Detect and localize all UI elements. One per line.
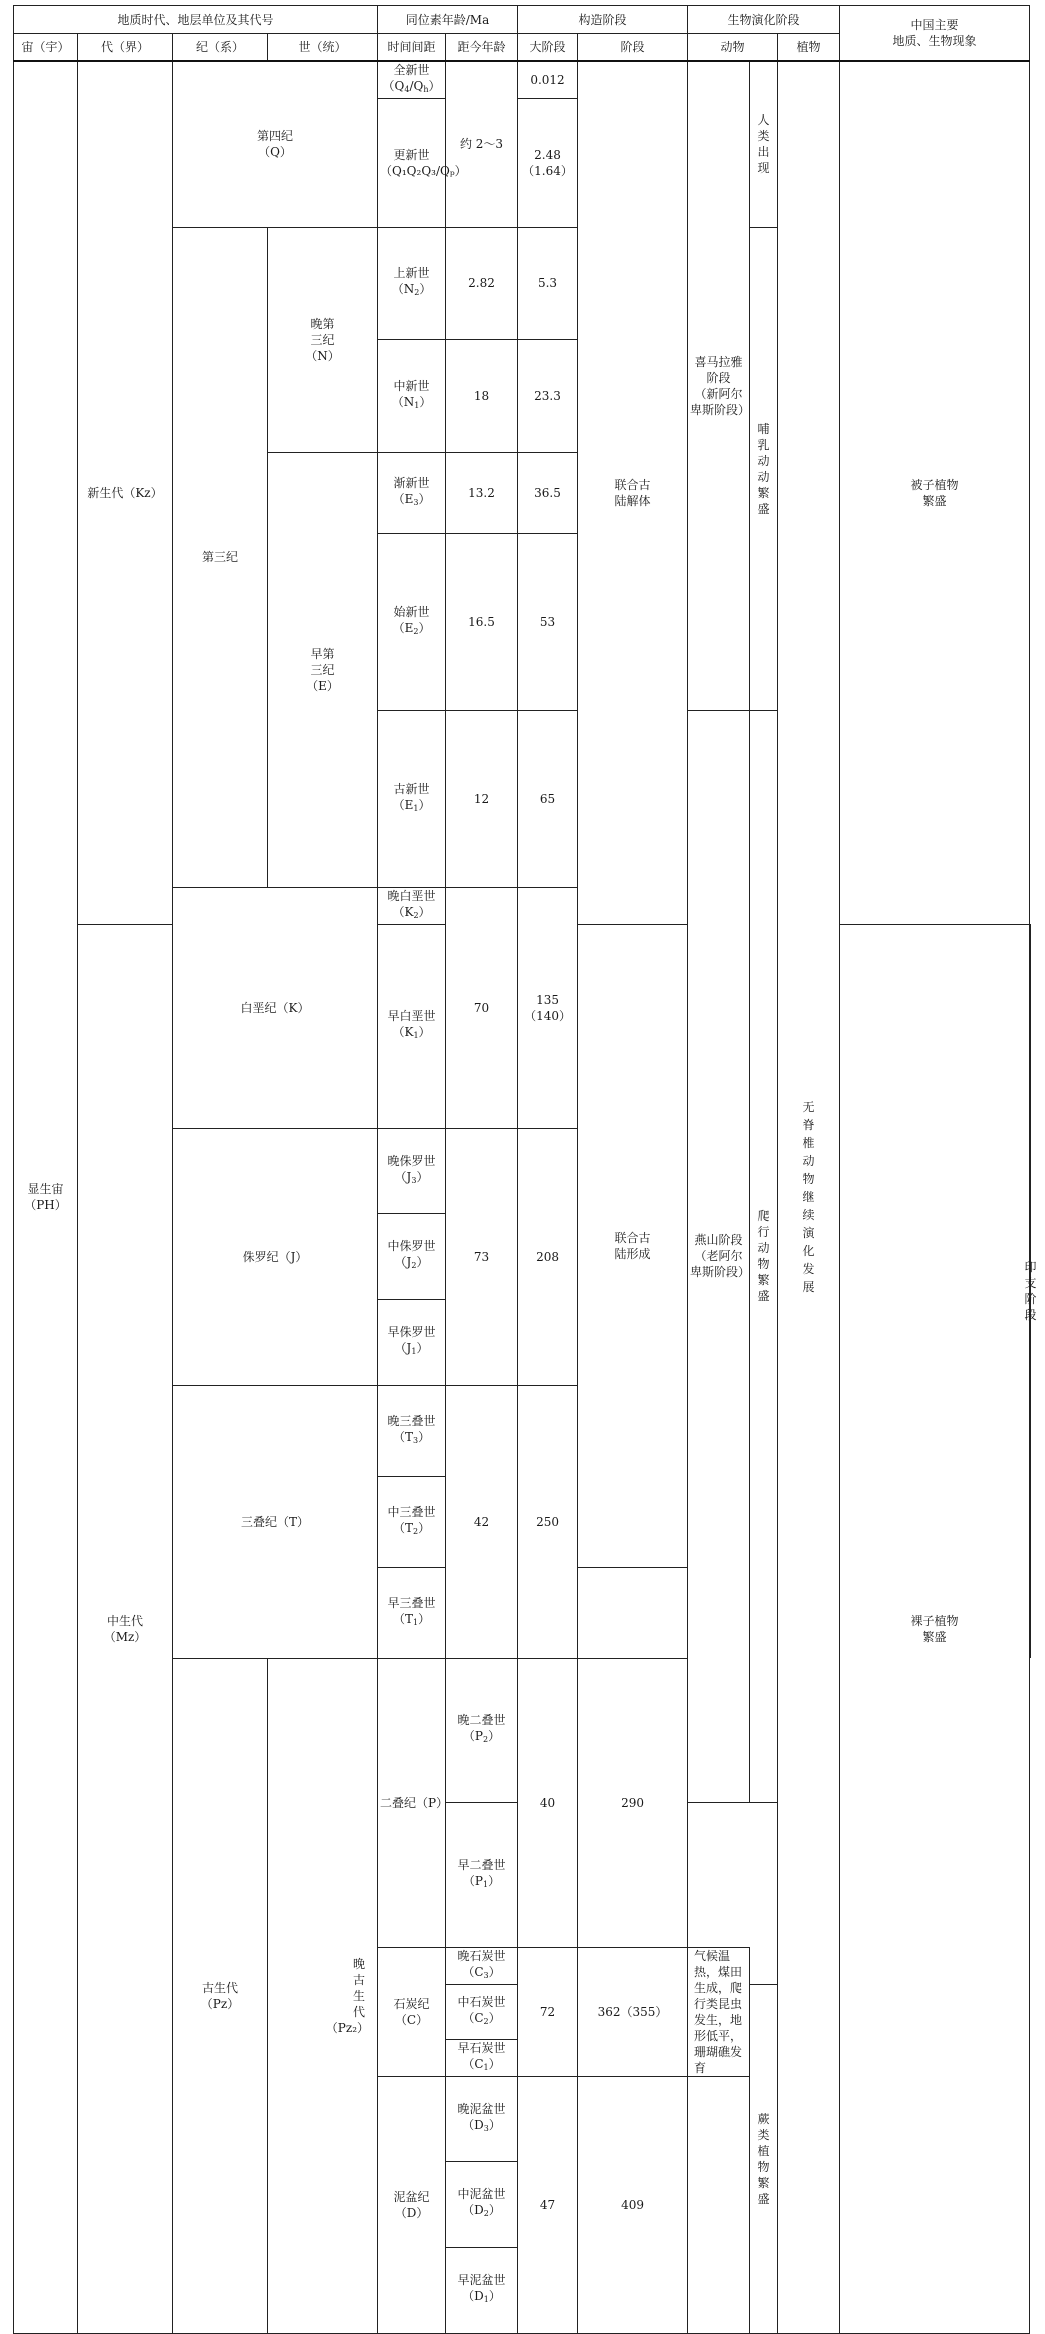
tectonic-indosinian-filler [688, 2076, 750, 2333]
age-oligocene: 36.5 [518, 452, 578, 533]
epoch-middle-jurassic [378, 1214, 446, 1300]
phenomena-carboniferous: 气候温热，煤田生成，爬行类昆虫发生，地形低平，珊瑚礁发育 [688, 1947, 750, 2076]
epoch-pleistocene-line2: （Q₁Q₂Q₃/Qₚ） [380, 163, 467, 178]
epoch-middle-carboniferous-name: 中石炭世（C [457, 1994, 506, 2025]
epoch-early-triassic [378, 1567, 446, 1658]
period-permian: 二叠纪（P） [378, 1658, 446, 1947]
epoch-late-jurassic-end: ） [416, 1169, 429, 1184]
epoch-late-permian-name: 晚二叠世（P [457, 1713, 506, 1744]
period-tertiary: 第三纪 [173, 227, 268, 887]
tectonic-himalaya: 喜马拉雅阶段 （新阿尔卑斯阶段） [688, 61, 750, 711]
epoch-eocene-sub: 2 [413, 626, 419, 636]
interval-carboniferous: 72 [518, 1947, 578, 2076]
bio-invertebrates: 无 脊 椎 动 物 继 续 演 化 发 展 [778, 61, 840, 2334]
epoch-early-triassic-end: ） [418, 1611, 431, 1626]
period-triassic: 三叠纪（T） [173, 1385, 378, 1658]
epoch-late-devonian-sub: 3 [483, 2123, 489, 2133]
age-jurassic: 208 [518, 1128, 578, 1385]
epoch-late-jurassic-sub: 3 [411, 1175, 417, 1185]
header-china-phenomena [840, 6, 1030, 61]
epoch-early-cretaceous-name: 早白垩世（K [387, 1009, 436, 1039]
header-china-title: 中国主要 [910, 17, 959, 32]
interval-pliocene: 2.82 [446, 227, 518, 340]
age-cretaceous: 135（140） [518, 887, 578, 1128]
col-animal: 动物 [688, 34, 778, 61]
interval-miocene: 18 [446, 340, 518, 453]
epoch-eocene-end: ） [418, 620, 431, 635]
bio-ferns: 蕨类植物 繁盛 [750, 1984, 778, 2333]
epoch-early-carboniferous-name: 早石炭世（C [457, 2040, 506, 2071]
col-era: 代（界） [78, 34, 173, 61]
bio-gymnosperms: 裸子植物 繁盛 [840, 924, 1030, 2333]
eon-name: 显生宙 [27, 1182, 64, 1196]
epoch-early-devonian-name: 早泥盆世（D [457, 2273, 506, 2304]
epoch-middle-jurassic-end: ） [416, 1255, 429, 1270]
epoch-miocene-end: ） [419, 394, 432, 409]
epoch-middle-devonian-name: 中泥盆世（D [457, 2187, 506, 2218]
epoch-early-devonian-end: ） [488, 2289, 501, 2304]
age-pliocene: 5.3 [518, 227, 578, 340]
epoch-late-permian-end: ） [488, 1729, 501, 1744]
bio-angiosperms: 被子植物 繁盛 [840, 61, 1030, 925]
age-triassic: 250 [518, 1385, 578, 1658]
tectonic-major-breakup: 联合古 陆解体 [578, 61, 688, 925]
interval-quaternary: 约 2～3 [446, 61, 518, 228]
epoch-eocene [378, 533, 446, 710]
epoch-late-carboniferous-name: 晚石炭世（C [457, 1948, 506, 1979]
col-period: 纪（系） [173, 34, 268, 61]
epoch-oligocene-end: ） [418, 491, 431, 506]
epoch-holocene-end: ） [428, 78, 441, 93]
epoch-late-devonian [446, 2076, 518, 2162]
epoch-middle-carboniferous [446, 1984, 518, 2039]
epoch-paleocene-name: 古新世（E [392, 781, 430, 812]
header-tectonic-stage: 构造阶段 [518, 6, 688, 34]
age-permian: 290 [578, 1658, 688, 1947]
epoch-late-triassic [378, 1385, 446, 1476]
epoch-early-carboniferous-end: ） [488, 2056, 501, 2071]
interval-oligocene: 13.2 [446, 452, 518, 533]
header-isotope-age: 同位素年龄/Ma [378, 6, 518, 34]
epoch-pliocene-end: ） [419, 282, 432, 297]
interval-devonian: 47 [518, 2076, 578, 2333]
epoch-early-carboniferous [446, 2039, 518, 2076]
age-holocene: 0.012 [518, 61, 578, 99]
epoch-late-permian-sub: 2 [483, 1735, 489, 1745]
epoch-early-triassic-name: 早三叠世（T [387, 1595, 436, 1626]
header-china-subtitle: 地质、生物现象 [892, 33, 977, 48]
epoch-miocene-sub: 1 [414, 400, 420, 410]
age-miocene: 23.3 [518, 340, 578, 453]
age-pleistocene: 2.48 （1.64） [518, 98, 578, 227]
epoch-pleistocene [378, 98, 467, 227]
epoch-middle-devonian-sub: 2 [483, 2209, 489, 2219]
epoch-early-jurassic-name: 早侏罗世（J [387, 1325, 436, 1356]
era-mesozoic [78, 924, 173, 2333]
epoch-late-carboniferous-sub: 3 [483, 1970, 489, 1980]
epoch-early-cretaceous [378, 924, 446, 1128]
epoch-miocene [378, 340, 446, 453]
era-cenozoic: 新生代（Kz） [78, 61, 173, 925]
epoch-early-jurassic-end: ） [416, 1341, 429, 1356]
epoch-holocene-mid: /Q [409, 78, 424, 93]
epoch-middle-devonian-end: ） [488, 2203, 501, 2218]
age-paleocene: 65 [518, 710, 578, 887]
period-devonian: 泥盆纪（D） [378, 2076, 446, 2333]
epoch-early-cretaceous-sub: 1 [413, 1031, 419, 1040]
epoch-late-carboniferous [446, 1947, 518, 1984]
epoch-middle-triassic-sub: 2 [412, 1526, 419, 1536]
epoch-oligocene-name: 渐新世（E [392, 475, 430, 506]
epoch-middle-devonian [446, 2162, 518, 2248]
epoch-late-devonian-end: ） [488, 2117, 501, 2132]
epoch-late-cretaceous-end: ） [418, 904, 431, 919]
period-jurassic: 侏罗纪（J） [173, 1128, 378, 1385]
bio-mammals: 哺乳动 动繁盛 [750, 227, 778, 710]
epoch-early-devonian-sub: 1 [483, 2295, 489, 2305]
epoch-early-jurassic-sub: 1 [411, 1347, 417, 1357]
epoch-pliocene-name: 上新世（N [391, 266, 430, 297]
epoch-holocene-name: 全新世（Q [382, 62, 430, 93]
epoch-late-devonian-name: 晚泥盆世（D [457, 2101, 506, 2132]
epoch-late-carboniferous-end: ） [488, 1964, 501, 1979]
era-mesozoic-code: （Mz） [103, 1629, 147, 1644]
col-interval: 时间间距 [378, 34, 446, 61]
geologic-time-table [13, 5, 1030, 2334]
epoch-middle-carboniferous-end: ） [488, 2010, 501, 2025]
epoch-late-triassic-sub: 3 [412, 1435, 419, 1445]
epoch-paleocene-end: ） [418, 797, 431, 812]
epoch-late-cretaceous-name: 晚白垩世（K [387, 888, 436, 919]
epoch-early-triassic-sub: 1 [412, 1617, 419, 1627]
epoch-middle-triassic-name: 中三叠世（T [387, 1504, 436, 1535]
interval-cretaceous: 70 [446, 887, 518, 1128]
period-quaternary: 第四纪 （Q） [173, 61, 378, 228]
interval-paleocene: 12 [446, 710, 518, 887]
epoch-middle-triassic [378, 1476, 446, 1567]
era-paleozoic [173, 1658, 268, 2333]
epoch-paleocene [378, 710, 446, 887]
eon-code: （PH） [24, 1198, 67, 1212]
period-early-tertiary: 早第 三纪 （E） [268, 452, 378, 887]
era-late-paleozoic: 晚 古 生 代 [353, 1956, 366, 2019]
age-devonian: 409 [578, 2076, 688, 2333]
epoch-middle-triassic-end: ） [418, 1520, 431, 1535]
epoch-early-permian [446, 1803, 518, 1948]
epoch-paleocene-sub: 1 [413, 803, 419, 813]
epoch-holocene-sub2: h [423, 84, 429, 94]
interval-triassic: 42 [446, 1385, 518, 1658]
age-carboniferous: 362（355） [578, 1947, 688, 2076]
epoch-early-carboniferous-sub: 1 [483, 2062, 489, 2072]
epoch-oligocene [378, 452, 446, 533]
tectonic-indosinian: 印支 阶段 [1030, 924, 1031, 1658]
epoch-middle-jurassic-sub: 2 [411, 1261, 417, 1271]
period-late-tertiary: 晚第 三纪 （N） [268, 227, 378, 452]
era-paleozoic-code: （Pz） [200, 1996, 240, 2011]
header-geo-units: 地质时代、地层单位及其代号 [14, 6, 378, 34]
interval-permian: 40 [518, 1658, 578, 1947]
tectonic-major-formation: 联合古 陆形成 [578, 924, 688, 1567]
epoch-pliocene [378, 227, 446, 340]
epoch-late-jurassic-name: 晚侏罗世（J [387, 1153, 436, 1184]
epoch-pliocene-sub: 2 [414, 288, 420, 298]
epoch-pleistocene-line1: 更新世 [393, 147, 430, 162]
era-late-paleozoic-cell [268, 1658, 378, 2333]
eon-cell [14, 61, 78, 2334]
epoch-holocene [378, 61, 446, 99]
interval-jurassic: 73 [446, 1128, 518, 1385]
era-late-paleozoic-code: （Pz₂） [325, 2020, 370, 2035]
epoch-early-permian-name: 早二叠世（P [457, 1857, 506, 1888]
epoch-late-jurassic [378, 1128, 446, 1214]
bio-reptiles: 爬行动物 繁盛 [750, 710, 778, 1803]
era-paleozoic-name: 古生代 [201, 1980, 238, 1995]
header-row-1 [14, 6, 1030, 34]
epoch-late-cretaceous [378, 887, 446, 924]
epoch-late-cretaceous-sub: 2 [413, 910, 419, 920]
col-major-stage: 大阶段 [518, 34, 578, 61]
era-mesozoic-name: 中生代 [106, 1613, 143, 1628]
interval-eocene: 16.5 [446, 533, 518, 710]
epoch-early-devonian [446, 2247, 518, 2333]
epoch-middle-jurassic-name: 中侏罗世（J [387, 1239, 436, 1270]
col-stage: 阶段 [578, 34, 688, 61]
epoch-early-permian-end: ） [488, 1873, 501, 1888]
col-age: 距今年龄 [446, 34, 518, 61]
epoch-oligocene-sub: 3 [413, 497, 419, 507]
period-cretaceous: 白垩纪（K） [173, 887, 378, 1128]
epoch-middle-carboniferous-sub: 2 [483, 2016, 489, 2026]
epoch-early-cretaceous-end: ） [418, 1025, 431, 1039]
epoch-early-permian-sub: 1 [483, 1879, 489, 1889]
epoch-early-jurassic [378, 1299, 446, 1385]
bio-humans: 人类出现 [750, 61, 778, 228]
epoch-late-triassic-name: 晚三叠世（T [387, 1413, 436, 1444]
col-eon: 宙（宇） [14, 34, 78, 61]
epoch-eocene-name: 始新世（E [392, 604, 430, 635]
header-bio-stage: 生物演化阶段 [688, 6, 840, 34]
epoch-miocene-name: 中新世（N [391, 378, 430, 409]
period-carboniferous: 石炭纪（C） [378, 1947, 446, 2076]
age-eocene: 53 [518, 533, 578, 710]
epoch-late-triassic-end: ） [418, 1429, 431, 1444]
table-row [14, 61, 1030, 99]
col-epoch: 世（统） [268, 34, 378, 61]
epoch-holocene-sub: 4 [404, 84, 410, 94]
tectonic-yanshan: 燕山阶段 （老阿尔卑斯阶段） [688, 710, 750, 1803]
epoch-late-permian [446, 1658, 518, 1803]
col-plant: 植物 [778, 34, 840, 61]
